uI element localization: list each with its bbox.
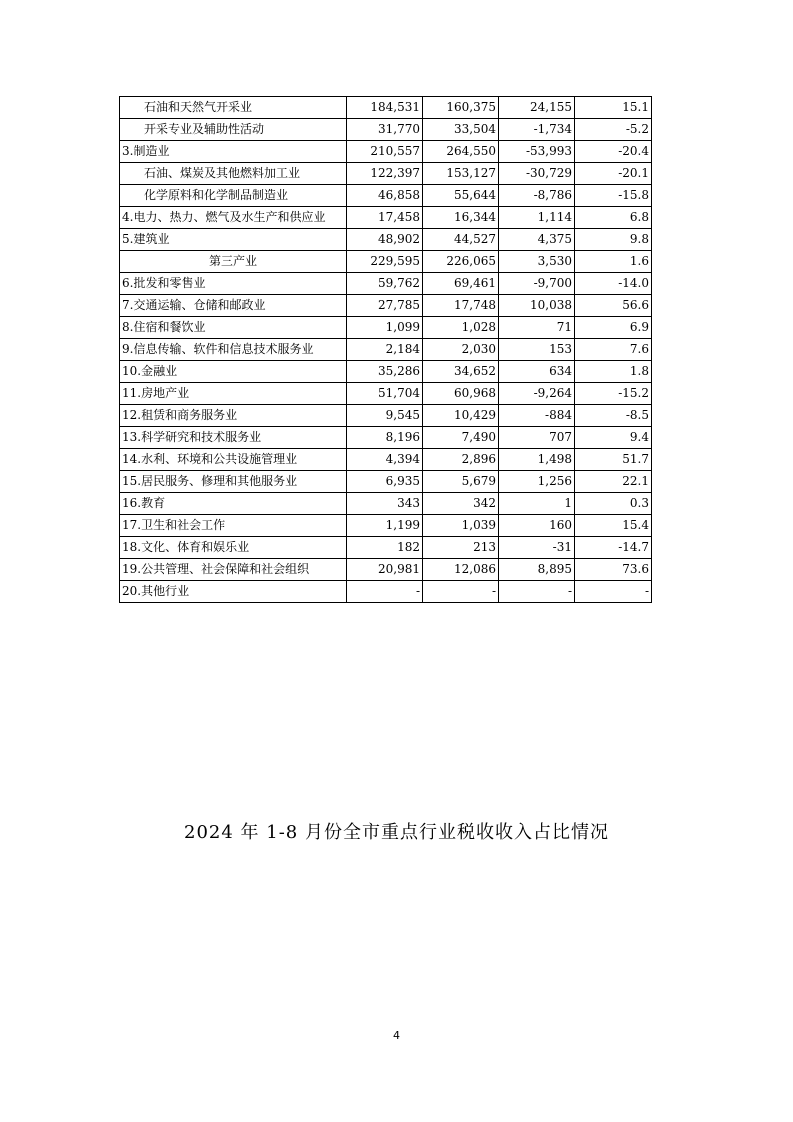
value-cell-d: 22.1: [575, 471, 652, 493]
table-row: [120, 581, 652, 603]
value-cell-b: 60,968: [423, 383, 499, 405]
value-cell-c: -9,264: [499, 383, 575, 405]
industry-name-cell: 14.水利、环境和公共设施管理业: [120, 449, 347, 471]
value-cell-a: 229,595: [347, 251, 423, 273]
value-cell-c: 1,256: [499, 471, 575, 493]
industry-name-cell: 17.卫生和社会工作: [120, 515, 347, 537]
value-cell-b: 2,030: [423, 339, 499, 361]
value-cell-b: 153,127: [423, 163, 499, 185]
industry-name-cell: 开采专业及辅助性活动: [120, 119, 347, 141]
value-cell-b: 44,527: [423, 229, 499, 251]
value-cell-b: -: [423, 581, 499, 603]
value-cell-b: 5,679: [423, 471, 499, 493]
value-cell-b: 160,375: [423, 97, 499, 119]
value-cell-c: 707: [499, 427, 575, 449]
table-row: [120, 427, 652, 449]
table-row: [120, 559, 652, 581]
table-row: [120, 515, 652, 537]
industry-name-cell: 18.文化、体育和娱乐业: [120, 537, 347, 559]
value-cell-a: 343: [347, 493, 423, 515]
value-cell-d: 51.7: [575, 449, 652, 471]
value-cell-d: 9.8: [575, 229, 652, 251]
table-row: [120, 141, 652, 163]
value-cell-a: 1,199: [347, 515, 423, 537]
value-cell-c: 3,530: [499, 251, 575, 273]
value-cell-a: 210,557: [347, 141, 423, 163]
industry-name-cell: 5.建筑业: [120, 229, 347, 251]
value-cell-d: 73.6: [575, 559, 652, 581]
table-row: [120, 361, 652, 383]
value-cell-b: 264,550: [423, 141, 499, 163]
value-cell-d: 6.9: [575, 317, 652, 339]
industry-name-cell: 3.制造业: [120, 141, 347, 163]
value-cell-a: -: [347, 581, 423, 603]
value-cell-a: 48,902: [347, 229, 423, 251]
value-cell-d: -: [575, 581, 652, 603]
value-cell-c: 634: [499, 361, 575, 383]
industry-name-cell: 13.科学研究和技术服务业: [120, 427, 347, 449]
table-row: [120, 163, 652, 185]
table-row: [120, 317, 652, 339]
value-cell-c: -: [499, 581, 575, 603]
value-cell-b: 33,504: [423, 119, 499, 141]
value-cell-b: 16,344: [423, 207, 499, 229]
table-row: [120, 471, 652, 493]
value-cell-a: 4,394: [347, 449, 423, 471]
page-number: 4: [393, 1029, 400, 1042]
value-cell-a: 182: [347, 537, 423, 559]
table-row: [120, 185, 652, 207]
value-cell-a: 6,935: [347, 471, 423, 493]
industry-name-cell: 8.住宿和餐饮业: [120, 317, 347, 339]
value-cell-b: 226,065: [423, 251, 499, 273]
value-cell-a: 9,545: [347, 405, 423, 427]
value-cell-a: 46,858: [347, 185, 423, 207]
value-cell-b: 213: [423, 537, 499, 559]
chart-title: 2024 年 1-8 月份全市重点行业税收收入占比情况: [184, 822, 609, 843]
value-cell-d: 15.1: [575, 97, 652, 119]
value-cell-c: 24,155: [499, 97, 575, 119]
industry-name-cell: 石油、煤炭及其他燃料加工业: [120, 163, 347, 185]
table-row: [120, 383, 652, 405]
value-cell-c: 160: [499, 515, 575, 537]
industry-name-cell: 石油和天然气开采业: [120, 97, 347, 119]
value-cell-c: -884: [499, 405, 575, 427]
table-row: [120, 207, 652, 229]
table-row: [120, 449, 652, 471]
industry-name-cell: 19.公共管理、社会保障和社会组织: [120, 559, 347, 581]
value-cell-b: 7,490: [423, 427, 499, 449]
value-cell-c: 10,038: [499, 295, 575, 317]
value-cell-c: 153: [499, 339, 575, 361]
industry-name-cell: 16.教育: [120, 493, 347, 515]
value-cell-d: 1.8: [575, 361, 652, 383]
value-cell-a: 1,099: [347, 317, 423, 339]
industry-name-cell: 第三产业: [120, 251, 347, 273]
value-cell-b: 55,644: [423, 185, 499, 207]
value-cell-d: 56.6: [575, 295, 652, 317]
value-cell-a: 122,397: [347, 163, 423, 185]
value-cell-d: -20.1: [575, 163, 652, 185]
value-cell-a: 27,785: [347, 295, 423, 317]
value-cell-a: 17,458: [347, 207, 423, 229]
table-row: [120, 251, 652, 273]
table-row: [120, 119, 652, 141]
value-cell-a: 31,770: [347, 119, 423, 141]
value-cell-c: -53,993: [499, 141, 575, 163]
value-cell-c: -8,786: [499, 185, 575, 207]
value-cell-c: -30,729: [499, 163, 575, 185]
industry-name-cell: 4.电力、热力、燃气及水生产和供应业: [120, 207, 347, 229]
tax-revenue-table: [119, 96, 652, 603]
value-cell-c: -9,700: [499, 273, 575, 295]
value-cell-d: 1.6: [575, 251, 652, 273]
table-row: [120, 273, 652, 295]
value-cell-d: -20.4: [575, 141, 652, 163]
table-body: [120, 97, 652, 603]
value-cell-a: 35,286: [347, 361, 423, 383]
value-cell-a: 59,762: [347, 273, 423, 295]
value-cell-d: 15.4: [575, 515, 652, 537]
table-row: [120, 405, 652, 427]
value-cell-d: -15.2: [575, 383, 652, 405]
value-cell-d: 7.6: [575, 339, 652, 361]
value-cell-a: 8,196: [347, 427, 423, 449]
value-cell-b: 10,429: [423, 405, 499, 427]
table-row: [120, 339, 652, 361]
industry-name-cell: 12.租赁和商务服务业: [120, 405, 347, 427]
value-cell-a: 2,184: [347, 339, 423, 361]
value-cell-c: -1,734: [499, 119, 575, 141]
industry-name-cell: 7.交通运输、仓储和邮政业: [120, 295, 347, 317]
value-cell-d: -14.7: [575, 537, 652, 559]
value-cell-d: -5.2: [575, 119, 652, 141]
value-cell-c: 71: [499, 317, 575, 339]
value-cell-b: 34,652: [423, 361, 499, 383]
industry-name-cell: 化学原料和化学制品制造业: [120, 185, 347, 207]
value-cell-d: -15.8: [575, 185, 652, 207]
industry-name-cell: 6.批发和零售业: [120, 273, 347, 295]
value-cell-c: 1,498: [499, 449, 575, 471]
value-cell-c: 1: [499, 493, 575, 515]
industry-name-cell: 11.房地产业: [120, 383, 347, 405]
value-cell-b: 342: [423, 493, 499, 515]
industry-name-cell: 9.信息传输、软件和信息技术服务业: [120, 339, 347, 361]
value-cell-d: 9.4: [575, 427, 652, 449]
value-cell-d: -8.5: [575, 405, 652, 427]
value-cell-a: 184,531: [347, 97, 423, 119]
value-cell-d: 0.3: [575, 493, 652, 515]
table-row: [120, 97, 652, 119]
value-cell-c: -31: [499, 537, 575, 559]
value-cell-a: 20,981: [347, 559, 423, 581]
value-cell-b: 1,039: [423, 515, 499, 537]
value-cell-c: 8,895: [499, 559, 575, 581]
value-cell-a: 51,704: [347, 383, 423, 405]
value-cell-d: -14.0: [575, 273, 652, 295]
value-cell-b: 69,461: [423, 273, 499, 295]
value-cell-b: 1,028: [423, 317, 499, 339]
value-cell-c: 4,375: [499, 229, 575, 251]
value-cell-d: 6.8: [575, 207, 652, 229]
table-row: [120, 537, 652, 559]
industry-name-cell: 20.其他行业: [120, 581, 347, 603]
industry-name-cell: 10.金融业: [120, 361, 347, 383]
value-cell-b: 17,748: [423, 295, 499, 317]
value-cell-b: 2,896: [423, 449, 499, 471]
industry-name-cell: 15.居民服务、修理和其他服务业: [120, 471, 347, 493]
table-row: [120, 493, 652, 515]
table-row: [120, 295, 652, 317]
value-cell-b: 12,086: [423, 559, 499, 581]
table-row: [120, 229, 652, 251]
value-cell-c: 1,114: [499, 207, 575, 229]
